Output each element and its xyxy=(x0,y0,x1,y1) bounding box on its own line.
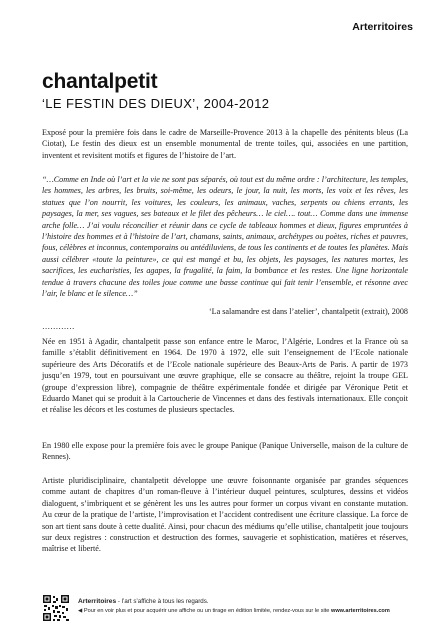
footer-tagline xyxy=(78,598,209,605)
footer-note xyxy=(78,608,390,614)
footer-tagline-text: - l’art s’affiche à tous les regards. xyxy=(116,598,209,605)
bio-paragraph: Artiste pluridisciplinaire, chantalpetit développe une œuvre foisonnante organisée par grandes séquences comme autant de chapitres d’un roman-fleuve à l’intérieur duquel peintures, sculptures, dessins et vidéos dialoguent, s’imbriquent et se génèrent les uns les autres pour former un corpus vivant en constante mutation. Au cœur de la pratique de l’artiste, l’improvisation et l’accident contredisent une écriture classique. La force de son art tient sans doute à cette dualité. Ainsi, pour chacun des médiums qu’elle utilise, chantalpetit joue toujours sur deux registres : construction et destruction des formes, sauvagerie et sophistication, matières et réserves, maîtrise et liberté. xyxy=(42,476,408,554)
brand-logo: Arterritoires xyxy=(352,21,413,33)
page-title: chantalpetit xyxy=(42,70,158,93)
bio-paragraph: En 1980 elle expose pour la première fois avec le groupe Panique (Panique Universelle, maison de la culture de Rennes). xyxy=(42,441,408,462)
quote-source: ‘La salamandre est dans l’atelier’, chantalpetit (extrait), 2008 xyxy=(208,307,408,316)
footer-note-text: Pour en voir plus et pour acquérir une affiche ou un tirage en édition limitée, rendez-vous sur le site xyxy=(83,608,331,614)
arrow-icon: ◀ xyxy=(78,608,84,614)
footer-url-link[interactable]: www.arterritoires.com xyxy=(330,608,390,614)
section-separator: ………… xyxy=(42,322,75,331)
qr-code-icon[interactable] xyxy=(42,594,70,622)
page-subtitle: ‘LE FESTIN DES DIEUX’, 2004-2012 xyxy=(42,96,270,111)
artist-quote: “…Comme en Inde où l’art et la vie ne sont pas séparés, où tout est du même ordre : l’architecture, les temples, les hommes, les arbres, les bruits, soi-même, les odeurs, le jour, la nuit, les morts, les voix et les rêves, les statues que l’on nourrit, les voitures, les couleurs, les animaux, vaches, serpents ou chiens errants, les paysages, la mer, ses vagues, ses bateaux et le filet des pêcheurs… le ciel…. tout… Comme dans une immense arche folle… J’ai voulu réconcilier et réunir dans ce cycle de tableaux hommes et dieux, figures empruntées à l’histoire des hommes et à l’histoire de l’art, chamans, saints, animaux, archétypes ou poètes, riches et pauvres, fous, célèbres et inconnus, contemporains ou antédiluviens, de tous les continents et de toutes les planètes. Mais aussi célébrer «toute la peinture», ce qui est mangé et bu, les objets, les paysages, les natures mortes, les sacrifices, les eucharisties, les agapes, la frugalité, la faim, la bombance et les restes. Une ligne horizontale tendue à travers chacune des toiles joue comme une basse continue qui fait tenir l’ensemble, et résonne avec l’air, le blanc et le silence…” xyxy=(42,175,408,299)
bio-paragraph: Née en 1951 à Agadir, chantalpetit passe son enfance entre le Maroc, l’Algérie, Londres et la France où sa famille s’établit définitivement en 1964. De 1970 à 1972, elle suit l’enseignement de l’Ecole nationale supérieure des Arts Décoratifs et de l’Ecole nationale supérieure des Beaux-Arts de Paris. A partir de 1973 jusqu’en 1979, tout en poursuivant une œuvre graphique, elle se consacre au théâtre, rejoint la troupe GEL (groupe d’expression libre), compagnie de théâtre expérimentale fondée et dirigée par Véronique Petit et Eduardo Manet qui se produit à la Cartoucherie de Vincennes et dans des festivals internationaux. Elle conçoit et réalise les décors et les costumes de plusieurs spectacles. xyxy=(42,337,408,415)
footer-brand: Arterritoires xyxy=(78,598,117,605)
intro-paragraph: Exposé pour la première fois dans le cadre de Marseille-Provence 2013 à la chapelle des pénitents bleus (La Ciotat), Le festin des dieux est un ensemble monumental de trente toiles, qui, associées en une partition, inventent et revisitent motifs et figures de l’histoire de l’art. xyxy=(42,128,408,160)
